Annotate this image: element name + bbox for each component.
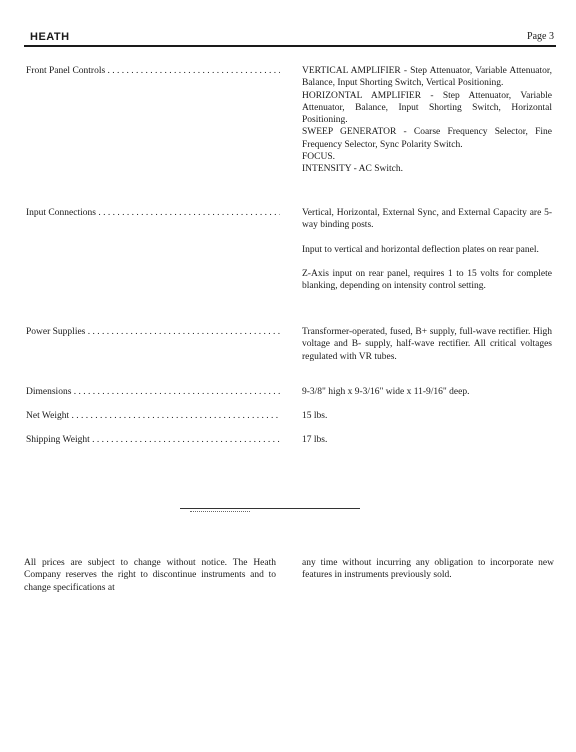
spec-label-power-supplies: Power Supplies . . . [26,326,280,338]
spec-text: 9-3/8" high x 9-3/16" wide x 11-9/16" deep. [302,387,470,397]
spec-label-shipping-weight: Shipping Weight . . . [26,434,280,446]
page-number: Page 3 [527,31,554,42]
spec-value-net-weight [302,410,552,422]
spec-label-net-weight: Net Weight . . . [26,410,280,422]
spec-label-input-connections: Input Connections . . . [26,207,280,219]
spec-text: Input to vertical and horizontal deflection plates on rear panel. [302,244,539,255]
brand-logo: HEATH [30,31,70,43]
spec-label-front-panel-controls: Front Panel Controls . . . [26,65,280,77]
spec-text: FOCUS. [302,152,335,163]
spec-value-power-supplies [302,326,552,363]
spec-text: 17 lbs. [302,435,328,445]
header-rule [24,45,556,47]
footnote-left: All prices are subject to change without notice. The Heath Company reserves the right to discontinue instruments and to change specifications at [24,558,276,593]
spec-text: HORIZONTAL AMPLIFIER - Step Attenuator, Variable Attenuator, Balance, Input Shorting Switch, Horizontal Positioning. [302,90,552,126]
spec-text: VERTICAL AMPLIFIER - Step Attenuator, Variable Attenuator, Balance, Input Shorting Switch, Vertical Positioning. [302,66,552,89]
spec-value-dimensions [302,386,552,398]
section-divider [180,508,360,512]
spec-text: INTENSITY - AC Switch. [302,164,403,175]
spec-value-input-connections [302,207,552,292]
footnote-right: any time without incurring any obligation to incorporate new features in instruments previously sold. [302,558,554,581]
spec-value-shipping-weight [302,434,552,446]
spec-text: 15 lbs. [302,411,328,421]
spec-value-front-panel-controls [302,65,552,176]
spec-text: Vertical, Horizontal, External Sync, and External Capacity are 5-way binding posts. [302,208,552,231]
spec-text: Transformer-operated, fused, B+ supply, full-wave rectifier. High voltage and B- supply, half-wave rectifier. All critical voltages regulated with VR tubes. [302,327,552,362]
spec-text: Z-Axis input on rear panel, requires 1 to 15 volts for complete blanking, depending on intensity control setting. [302,268,552,292]
spec-label-dimensions: Dimensions . . . [26,386,280,398]
spec-text: SWEEP GENERATOR - Coarse Frequency Selector, Fine Frequency Selector, Sync Polarity Switch. [302,127,552,150]
